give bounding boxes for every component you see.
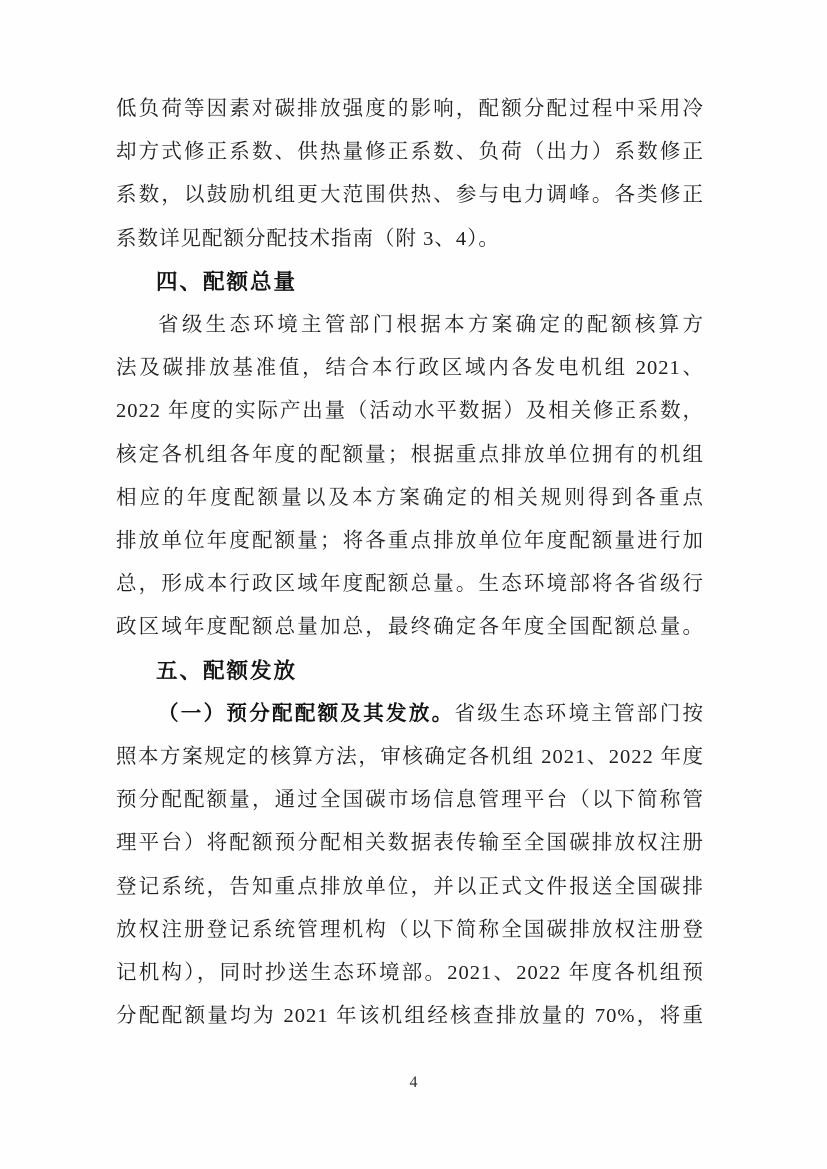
document-body <box>116 88 704 1038</box>
text-segment: 核定各机组各年度的配额量；根据重点排放单位拥有的机组 <box>116 443 704 466</box>
text-line <box>116 779 704 822</box>
text-line <box>116 477 704 520</box>
text-segment: 2022 年度的实际产出量（活动水平数据）及相关修正系数， <box>116 400 704 423</box>
text-segment: 却方式修正系数、供热量修正系数、负荷（出力）系数修正 <box>116 141 704 164</box>
page-footer <box>0 1074 827 1092</box>
text-line <box>116 866 704 909</box>
text-line <box>116 909 704 952</box>
text-segment: 省级生态环境主管部门按 <box>454 702 705 725</box>
text-segment: 相应的年度配额量以及本方案确定的相关规则得到各重点 <box>116 486 704 509</box>
para-pre-allocation <box>116 693 704 1039</box>
text-segment: 登记系统，告知重点排放单位，并以正式文件报送全国碳排 <box>116 875 704 898</box>
text-line <box>116 304 704 347</box>
text-line <box>116 693 704 736</box>
text-line <box>116 952 704 995</box>
heading-section-4-quota-total: 四、配额总量 <box>156 269 298 294</box>
text-line <box>116 218 704 261</box>
text-segment: 系数详见配额分配技术指南（附 3、4）。 <box>116 227 500 250</box>
text-segment: 排放单位年度配额量；将各重点排放单位年度配额量进行加 <box>116 530 704 553</box>
bold-lead: （一）预分配配额及其发放。 <box>158 702 455 725</box>
text-segment: 省级生态环境主管部门根据本方案确定的配额核算方 <box>158 314 704 337</box>
text-segment: 系数，以鼓励机组更大范围供热、参与电力调峰。各类修正 <box>116 184 704 207</box>
text-segment: 理平台）将配额预分配相关数据表传输至全国碳排放权注册 <box>116 832 704 855</box>
text-line <box>116 520 704 563</box>
text-segment: 照本方案规定的核算方法，审核确定各机组 2021、2022 年度 <box>116 746 704 769</box>
text-line <box>116 131 704 174</box>
text-segment: 记机构），同时抄送生态环境部。2021、2022 年度各机组预 <box>116 962 704 985</box>
text-segment: 分配配额量均为 2021 年该机组经核查排放量的 70%，将重 <box>116 1005 704 1028</box>
para-correction-factors <box>116 88 704 261</box>
page-number: 4 <box>409 1074 418 1091</box>
text-segment: 低负荷等因素对碳排放强度的影响，配额分配过程中采用冷 <box>116 98 704 120</box>
text-line <box>116 347 704 390</box>
text-line <box>116 88 704 131</box>
text-segment: 总，形成本行政区域年度配额总量。生态环境部将各省级行 <box>116 573 704 596</box>
text-segment: 放权注册登记系统管理机构（以下简称全国碳排放权注册登 <box>116 918 704 941</box>
text-line <box>116 563 704 606</box>
text-line <box>116 736 704 779</box>
text-line <box>116 606 704 649</box>
text-line <box>116 174 704 217</box>
text-line <box>116 434 704 477</box>
text-segment: 政区域年度配额总量加总，最终确定各年度全国配额总量。 <box>116 616 704 639</box>
text-segment: 预分配配额量，通过全国碳市场信息管理平台（以下简称管 <box>116 789 704 812</box>
text-segment: 法及碳排放基准值，结合本行政区域内各发电机组 2021、 <box>116 357 704 380</box>
text-line <box>116 995 704 1038</box>
text-line <box>116 390 704 433</box>
heading-section-5-quota-issuance: 五、配额发放 <box>156 658 298 683</box>
text-line <box>116 822 704 865</box>
para-quota-total <box>116 304 704 650</box>
